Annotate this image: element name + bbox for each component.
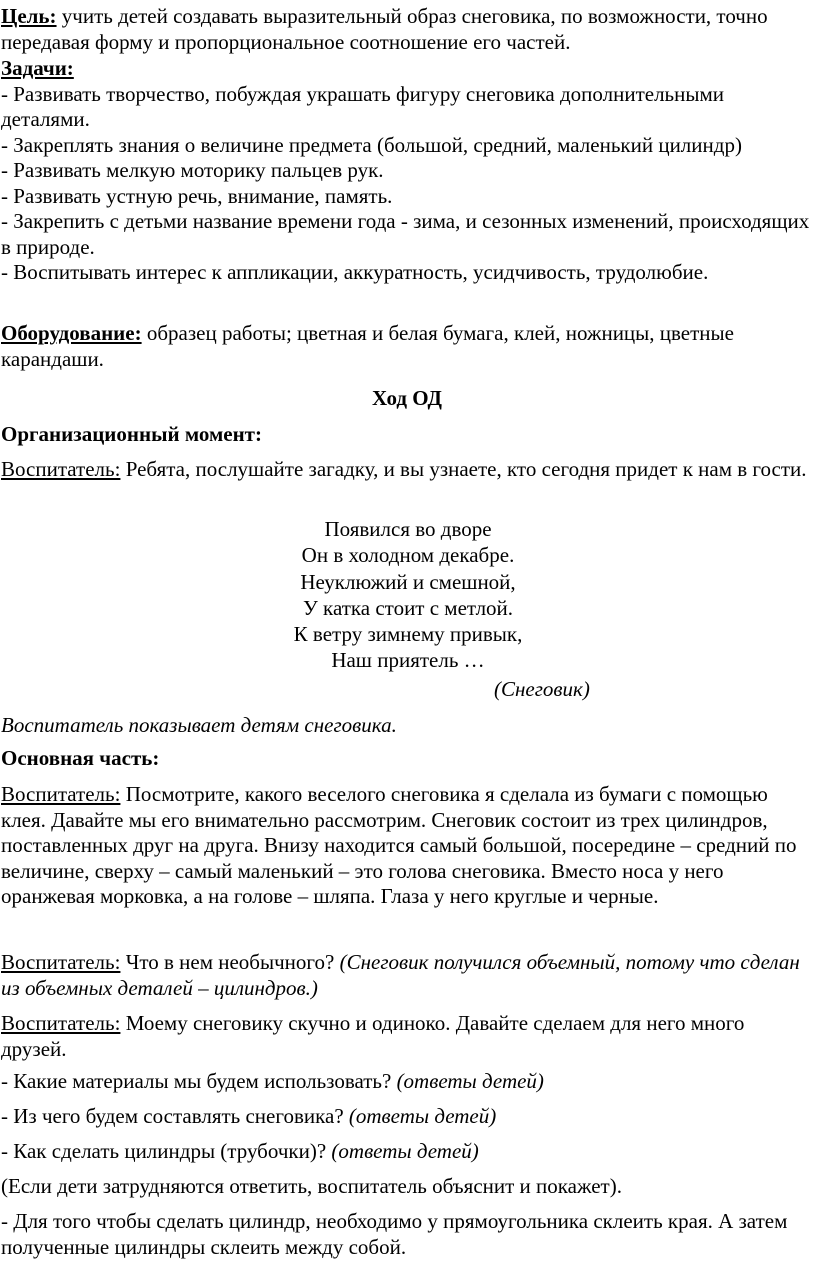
question-1-answer: (ответы детей) [396, 1069, 544, 1093]
riddle-answer: (Снеговик) [494, 677, 590, 701]
question-1-text: - Какие материалы мы будем использовать? [1, 1069, 397, 1093]
teacher-shows-text: Воспитатель показывает детям снеговика. [1, 713, 397, 737]
org-moment-heading-block [1, 422, 813, 448]
question-3-answer: (ответы детей) [331, 1139, 479, 1163]
main-part-paragraph-2 [1, 950, 813, 1001]
task-item: - Развивать творчество, побуждая украшать фигуру снеговика дополнительными деталями. [1, 81, 725, 131]
tasks-label: Задачи: [1, 56, 74, 80]
speaker-label: Воспитатель: [1, 457, 121, 481]
org-moment-paragraph [1, 457, 813, 483]
goal-paragraph [1, 4, 813, 55]
main-part-heading: Основная часть: [1, 746, 160, 770]
riddle-answer-block [494, 677, 590, 703]
section-title-block [1, 386, 813, 412]
task-item: - Закреплять знания о величине предмета (большой, средний, маленький цилиндр) [1, 132, 742, 157]
main-part-paragraph-3 [1, 1011, 813, 1062]
riddle-line: Он в холодном декабре. [301, 543, 515, 568]
speaker-label: Воспитатель: [1, 1011, 121, 1035]
question-2-answer: (ответы детей) [348, 1104, 497, 1128]
main-part-paragraph-1 [1, 782, 813, 910]
teacher-shows-block [1, 713, 813, 739]
main-part-text-3: Моему снеговику скучно и одиноко. Давайте сделаем для него много друзей. [1, 1011, 745, 1061]
question-2-text: - Из чего будем составлять снеговика? [1, 1104, 349, 1128]
riddle-line: Наш приятель … [331, 648, 485, 673]
equipment-label: Оборудование: [1, 321, 142, 345]
equipment-paragraph [1, 321, 813, 372]
question-2 [1, 1104, 813, 1130]
main-part-italic-2: (Снеговик получился объемный, потому что сделан из объемных деталей – цилиндров.) [1, 950, 800, 1000]
tasks-section [1, 56, 813, 286]
task-item: - Развивать устную речь, внимание, память. [1, 183, 393, 208]
last-paragraph [1, 1209, 813, 1260]
question-3-text: - Как сделать цилиндры (трубочки)? [1, 1139, 332, 1163]
last-text: - Для того чтобы сделать цилиндр, необходимо у прямоугольника склеить края. А затем полученные цилиндры склеить между собой. [1, 1209, 788, 1259]
task-item: - Воспитывать интерес к аппликации, аккуратность, усидчивость, трудолюбие. [1, 260, 709, 284]
question-3 [1, 1139, 813, 1165]
riddle-poem [0, 516, 816, 674]
goal-text: учить детей создавать выразительный образ снеговика, по возможности, точно передавая форму и пропорциональное соотношение его частей. [1, 4, 768, 54]
main-part-text-1: Посмотрите, какого веселого снеговика я сделала из бумаги с помощью клея. Давайте мы его внимательно рассмотрим. Снеговик состоит из трех цилиндров, поставленных друг на друга. Внизу находится самый большой, посередине – средний по величине, сверху – самый маленький – это голова снеговика. Вместо носа у него оранжевая морковка, а на голове – шляпа. Глаза у него круглые и черные. [1, 782, 797, 908]
riddle-line: Неуклюжий и смешной, [300, 569, 516, 594]
section-title: Ход ОД [371, 386, 443, 410]
equipment-text: образец работы; цветная и белая бумага, клей, ножницы, цветные карандаши. [1, 321, 734, 371]
riddle-line: У катка стоит с метлой. [302, 595, 514, 620]
task-item: - Развивать мелкую моторику пальцев рук. [1, 158, 384, 182]
riddle-line: К ветру зимнему привык, [293, 622, 523, 647]
org-moment-heading: Организационный момент: [1, 422, 262, 446]
question-1 [1, 1069, 813, 1095]
goal-label: Цель: [1, 4, 57, 28]
org-moment-text: Ребята, послушайте загадку, и вы узнаете, кто сегодня придет к нам в гости. [120, 457, 807, 481]
speaker-label: Воспитатель: [1, 950, 121, 974]
main-part-text-2: Что в нем необычного? [120, 950, 340, 974]
main-part-heading-block [1, 746, 813, 772]
task-item: - Закрепить с детьми название времени года - зима, и сезонных изменений, происходящих в природе. [1, 209, 810, 259]
riddle-line: Появился во дворе [324, 517, 492, 541]
note-text: (Если дети затрудняются ответить, воспитатель объяснит и покажет). [1, 1174, 622, 1198]
note-paragraph [1, 1174, 813, 1200]
speaker-label: Воспитатель: [1, 782, 121, 806]
